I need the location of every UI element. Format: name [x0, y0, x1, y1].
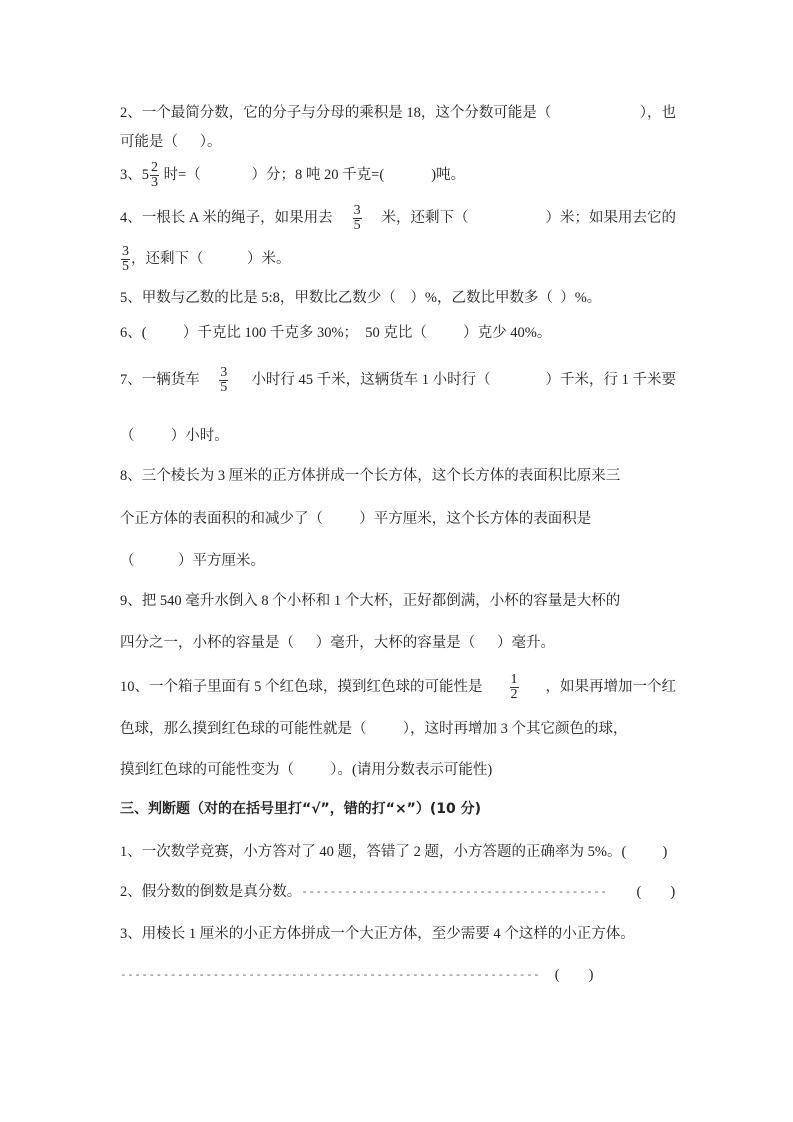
text-segment: 三、判断题（对的在括号里打“√”，错的打“×”）(10 分) — [120, 801, 482, 817]
fraction-numerator: 3 — [353, 202, 361, 218]
question-line — [120, 461, 676, 491]
dashed-leader: ----------------------------------------------------------- — [120, 968, 541, 981]
fraction-denominator: 2 — [510, 686, 518, 702]
fraction-denominator: 3 — [151, 174, 158, 190]
question-line — [120, 546, 265, 576]
fraction — [121, 245, 130, 274]
text-segment: ），也 — [610, 105, 676, 121]
text-segment: 摸到红色球的可能性变为（ ）。(请用分数表示可能性) — [120, 762, 493, 778]
text-segment: 色球，那么摸到红色球的可能性就是（ ），这时再增加 3 个其它颜色的球， — [120, 721, 628, 737]
question-line — [120, 672, 676, 702]
question-line — [120, 714, 676, 744]
question-line — [120, 586, 676, 616]
question-line — [120, 877, 675, 907]
text-segment: 3、5 — [120, 167, 149, 183]
fraction — [510, 673, 519, 702]
text-segment: 7、一辆货车 — [120, 372, 200, 388]
text-segment: ( ) — [607, 884, 676, 900]
fraction-numerator: 1 — [510, 671, 518, 687]
fraction-numerator: 3 — [220, 364, 228, 380]
question-line — [120, 755, 492, 785]
text-segment: （ ）小时。 — [120, 428, 229, 444]
fraction-denominator: 5 — [220, 379, 228, 395]
text-segment: 3、用棱长 1 厘米的小正方体拼成一个大正方体，至少需要 4 个这样的小正方体。 — [120, 926, 635, 942]
question-line — [120, 318, 551, 348]
question-line — [120, 919, 676, 949]
question-line — [120, 203, 676, 233]
question-line — [120, 127, 222, 157]
question-line — [120, 628, 555, 658]
text-segment: 四分之一，小杯的容量是（ ）毫升，大杯的容量是（ ）毫升。 — [120, 635, 555, 651]
section-heading — [120, 794, 481, 824]
text-segment: 小时行 45 千米，这辆货车 1 小时行（ — [247, 372, 491, 388]
text-segment: 1、一次数学竞赛，小方答对了 40 题，答错了 2 题，小方答题的正确率为 5%。( ) — [120, 844, 668, 860]
question-line — [120, 160, 465, 190]
question-line — [120, 837, 667, 867]
text-segment: 8、三个棱长为 3 厘米的正方体拼成一个长方体，这个长方体的表面积比原来三 — [120, 468, 621, 484]
text-segment: 10、一个箱子里面有 5 个红色球，摸到红色球的可能性是 — [120, 679, 483, 695]
fraction-numerator: 3 — [122, 243, 129, 259]
text-segment: ）千米，行 1 千米要 — [509, 372, 676, 388]
question-line — [120, 283, 601, 313]
text-segment: 4、一根长 A 米的绳子，如果用去 — [120, 210, 333, 226]
text-segment: （ ）平方厘米。 — [120, 553, 265, 569]
text-segment: 米，还剩下（ — [381, 210, 469, 226]
text-segment: 个正方体的表面积的和减少了（ ）平方厘米，这个长方体的表面积是 — [120, 511, 592, 527]
dashed-leader: ------------------------------------------- — [301, 885, 608, 898]
text-segment: ）米；如果用去它的 — [487, 210, 676, 226]
fraction-denominator: 5 — [353, 217, 361, 233]
text-segment: 5、甲数与乙数的比是 5:8，甲数比乙数少（ ）%，乙数比甲数多（ ）%。 — [120, 290, 602, 306]
text-segment: ，还剩下（ ）米。 — [131, 251, 291, 267]
question-line — [120, 960, 593, 990]
text-segment: 9、把 540 毫升水倒入 8 个小杯和 1 个大杯，正好都倒满，小杯的容量是大杯的 — [120, 593, 621, 609]
text-segment: 2、假分数的倒数是真分数。 — [120, 884, 302, 900]
question-line — [120, 365, 676, 395]
fraction — [150, 161, 159, 190]
question-line — [120, 421, 229, 451]
question-line — [120, 504, 676, 534]
fraction — [219, 366, 228, 395]
text-segment: ( ) — [540, 967, 594, 983]
text-segment: 6、( ）千克比 100 千克多 30%； 50 克比（ ）克少 40%。 — [120, 325, 552, 341]
text-segment: 2、一个最简分数，它的分子与分母的乘积是 18，这个分数可能是（ — [120, 105, 552, 121]
fraction — [353, 204, 362, 233]
text-segment: 可能是（ ）。 — [120, 134, 222, 150]
question-line — [120, 98, 676, 128]
fraction-denominator: 5 — [122, 258, 129, 274]
fraction-numerator: 2 — [151, 159, 158, 175]
text-segment: 时=（ ）分；8 吨 20 千克=( )吨。 — [160, 167, 466, 183]
text-segment: ，如果再增加一个红 — [545, 679, 676, 695]
question-line — [120, 244, 291, 274]
